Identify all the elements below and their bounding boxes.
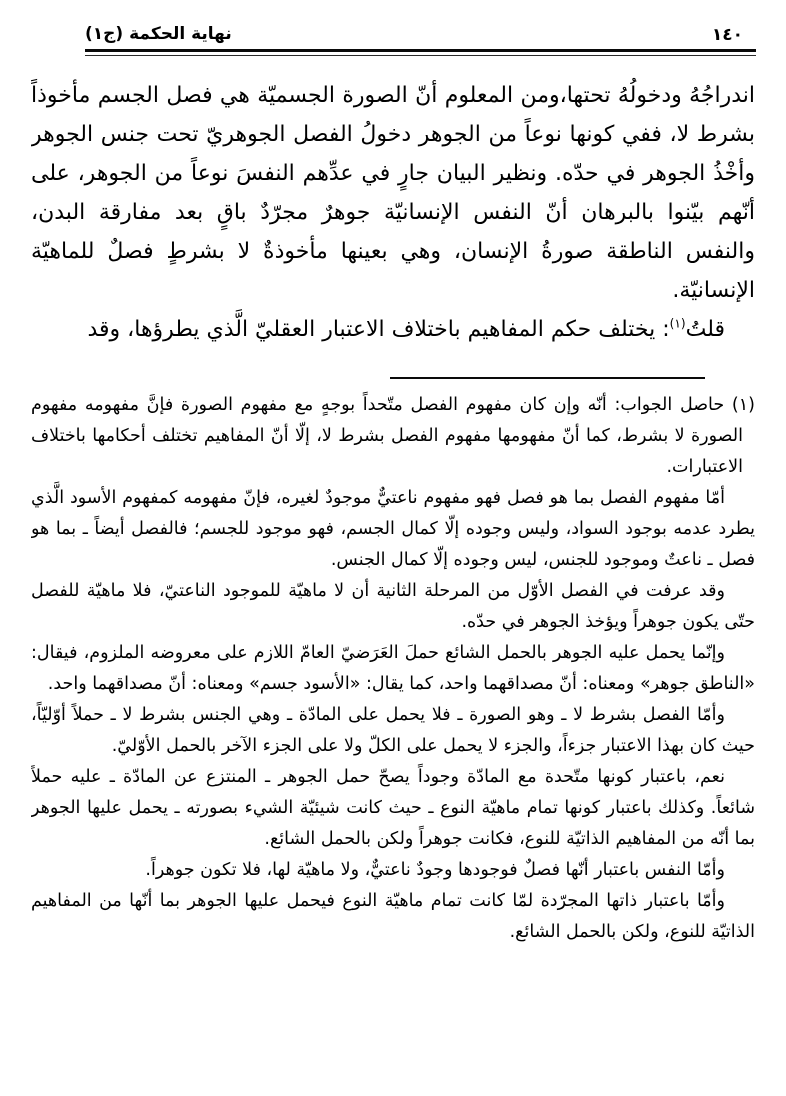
footnote-divider	[390, 377, 705, 379]
footnote-paragraph: وأمّا باعتبار ذاتها المجرّدة لمّا كانت تمام ماهيّة النوع فيحمل عليها الجوهر بما أنّها من المفاهيم الذاتيّة للنوع، ولكن بالحمل الشائع.	[31, 891, 755, 942]
page-number: ١٤٠	[711, 25, 743, 45]
footnote-paragraph: وأمّا النفس باعتبار أنّها فصلٌ فوجودها وجودٌ ناعتيٌّ، ولا ماهيّة لها، فلا تكون جوهراً.	[145, 860, 725, 880]
book-title: نهاية الحكمة (ج١)	[85, 24, 232, 44]
main-paragraph: اندراجُهُ ودخولُهُ تحتها،ومن المعلوم أنّ الصورة الجسميّة هي فصل الجسم مأخوذاً بشرط لا، ففي كونها نوعاً من الجوهر دخولُ الفصل الجوهريّ تحت جنس الجوهر وأخْذُ الجوهر في حدّه. ونظير البيان جارٍ في عدِّهم النفسَ نوعاً من الجوهر، على أنّهم بيّنوا بالبرهان أنّ النفس الإنسانيّة جوهرٌ مجرّدٌ باقٍ بعد مفارقة البدن، والنفس الناطقة صورةُ الإنسان، وهي بعينها مأخوذةٌ لا بشرطٍ فصلٌ للماهيّة الإنسانيّة.	[31, 83, 755, 303]
paragraph-lead: قلتُ	[685, 317, 725, 342]
footnote-paragraph: وقد عرفت في الفصل الأوّل من المرحلة الثانية أن لا ماهيّة للموجود الناعتيّ، فلا ماهيّة للفصل حتّى يكون جوهراً ويؤخذ الجوهر في حدّه.	[31, 581, 755, 632]
footnote-block	[31, 390, 755, 1058]
footnote-text: حاصل الجواب: أنّه وإن كان مفهوم الفصل متّحداً بوجهٍ مع مفهوم الصورة فإنَّ مفهومه مفهوم الصورة لا بشرط، كما أنّ مفهومها مفهوم الفصل بشرط لا، إلّا أنّ المفاهيم تختلف أحكامها باختلاف الاعتبارات.	[31, 395, 743, 477]
footnote-paragraph: وأمّا الفصل بشرط لا ـ وهو الصورة ـ فلا يحمل على المادّة ـ وهي الجنس بشرط لا ـ حملاً أوّليّاً، حيث كان بهذا الاعتبار جزءاً، والجزء لا يحمل على الكلّ ولا على الجزء الآخر بالحمل الأوّليّ.	[31, 705, 755, 756]
paragraph-text: : يختلف حكم المفاهيم باختلاف الاعتبار العقليّ الَّذي يطرؤها، وقد	[87, 317, 670, 342]
footnote-marker: (١)	[731, 395, 755, 415]
footnote-reference: (١)	[669, 316, 686, 331]
footnote-paragraph: وإنّما يحمل عليه الجوهر بالحمل الشائع حملَ العَرَضيّ العامّ اللازم على معروضه الملزوم، فيقال: «الناطق جوهر» ومعناه: أنّ مصداقهما واحد، كما يقال: «الأسود جسم» ومعناه: أنّ مصداقهما واحد.	[31, 643, 755, 694]
footnote-paragraph	[31, 390, 755, 483]
footnote-paragraph: أمّا مفهوم الفصل بما هو فصل فهو مفهوم ناعتيٌّ موجودٌ لغيره، فإنّ مفهومه كمفهوم الأسود الَّذي يطرد عدمه بوجود السواد، وليس وجوده إلّا كمال الجسم، فهو موجود للجسم؛ فالفصل أيضاً ـ بما هو فصل ـ ناعتٌ وموجود للجنس، ليس وجوده إلّا كمال الجنس.	[31, 488, 755, 570]
main-text-block	[31, 76, 755, 372]
main-paragraph	[31, 310, 755, 349]
footnote-paragraph: نعم، باعتبار كونها متّحدة مع المادّة وجوداً يصحّ حمل الجوهر ـ المنتزع عن المادّة ـ عليه حملاً شائعاً. وكذلك باعتبار كونها تمام ماهيّة النوع ـ حيث كانت شيئيّة الشيء بصورته ـ يحمل عليها الجوهر بما أنّه من المفاهيم الذاتيّة للنوع، فكانت جوهراً ولكن بالحمل الشائع.	[31, 767, 755, 849]
header-rule	[85, 49, 756, 56]
